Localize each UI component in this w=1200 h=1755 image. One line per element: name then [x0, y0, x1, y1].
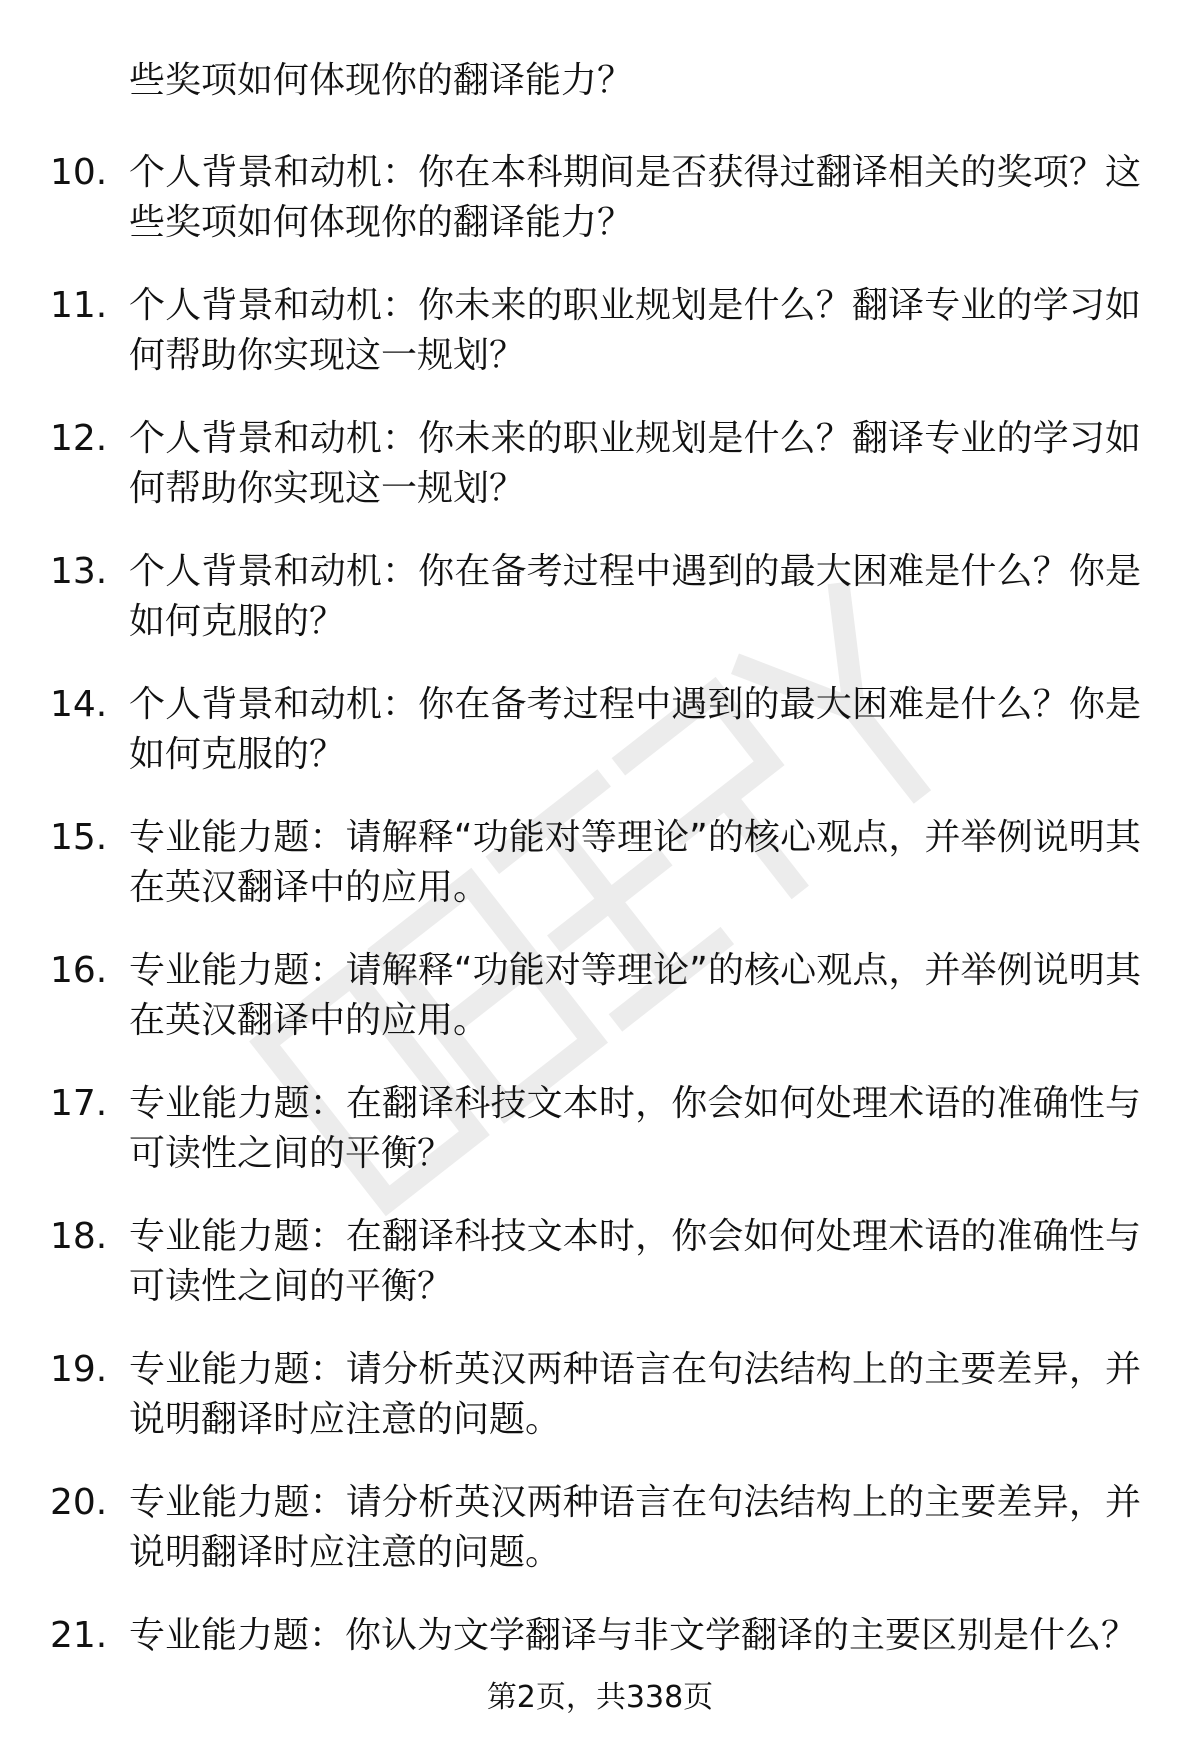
- question-number: 21.: [50, 1615, 108, 1656]
- question-item: [0, 547, 1200, 680]
- question-text: 个人背景和动机：你在备考过程中遇到的最大困难是什么？你是如何克服的？: [129, 551, 1141, 642]
- question-item: [0, 1478, 1200, 1611]
- continued-question-text: 些奖项如何体现你的翻译能力？: [129, 60, 634, 101]
- question-number: 14.: [50, 684, 108, 725]
- question-text: 专业能力题：你认为文学翻译与非文学翻译的主要区别是什么？: [129, 1615, 1138, 1656]
- question-number: 17.: [50, 1083, 108, 1124]
- question-item: [0, 414, 1200, 547]
- question-item: [0, 946, 1200, 1079]
- question-number: 18.: [50, 1216, 108, 1257]
- question-number: 20.: [50, 1482, 108, 1523]
- question-number: 10.: [50, 152, 108, 193]
- question-number: 11.: [50, 285, 108, 326]
- question-text: 个人背景和动机：你在备考过程中遇到的最大困难是什么？你是如何克服的？: [129, 684, 1141, 775]
- question-number: 16.: [50, 950, 108, 991]
- question-item: [0, 1079, 1200, 1212]
- question-text: 专业能力题：请解释“功能对等理论”的核心观点，并举例说明其在英汉翻译中的应用。: [129, 950, 1141, 1041]
- question-number: 13.: [50, 551, 108, 592]
- question-number: 19.: [50, 1349, 108, 1390]
- question-item: [0, 813, 1200, 946]
- question-text: 专业能力题：请分析英汉两种语言在句法结构上的主要差异，并说明翻译时应注意的问题。: [129, 1349, 1141, 1440]
- question-item: [0, 680, 1200, 813]
- question-text: 专业能力题：请解释“功能对等理论”的核心观点，并举例说明其在英汉翻译中的应用。: [129, 817, 1141, 908]
- question-text: 个人背景和动机：你在本科期间是否获得过翻译相关的奖项？这些奖项如何体现你的翻译能力？: [129, 152, 1141, 243]
- question-item: [0, 148, 1200, 281]
- question-text: 专业能力题：在翻译科技文本时，你会如何处理术语的准确性与可读性之间的平衡？: [129, 1216, 1141, 1307]
- question-item: [0, 1345, 1200, 1478]
- question-text: 专业能力题：在翻译科技文本时，你会如何处理术语的准确性与可读性之间的平衡？: [129, 1083, 1141, 1174]
- page-footer: 第2页，共338页: [486, 1680, 714, 1715]
- question-number: 15.: [50, 817, 108, 858]
- question-text: 个人背景和动机：你未来的职业规划是什么？翻译专业的学习如何帮助你实现这一规划？: [129, 418, 1141, 509]
- question-list: [0, 148, 1200, 1744]
- question-item: [0, 1212, 1200, 1345]
- question-item: [0, 281, 1200, 414]
- question-text: 个人背景和动机：你未来的职业规划是什么？翻译专业的学习如何帮助你实现这一规划？: [129, 285, 1141, 376]
- question-text: 专业能力题：请分析英汉两种语言在句法结构上的主要差异，并说明翻译时应注意的问题。: [129, 1482, 1141, 1573]
- question-number: 12.: [50, 418, 108, 459]
